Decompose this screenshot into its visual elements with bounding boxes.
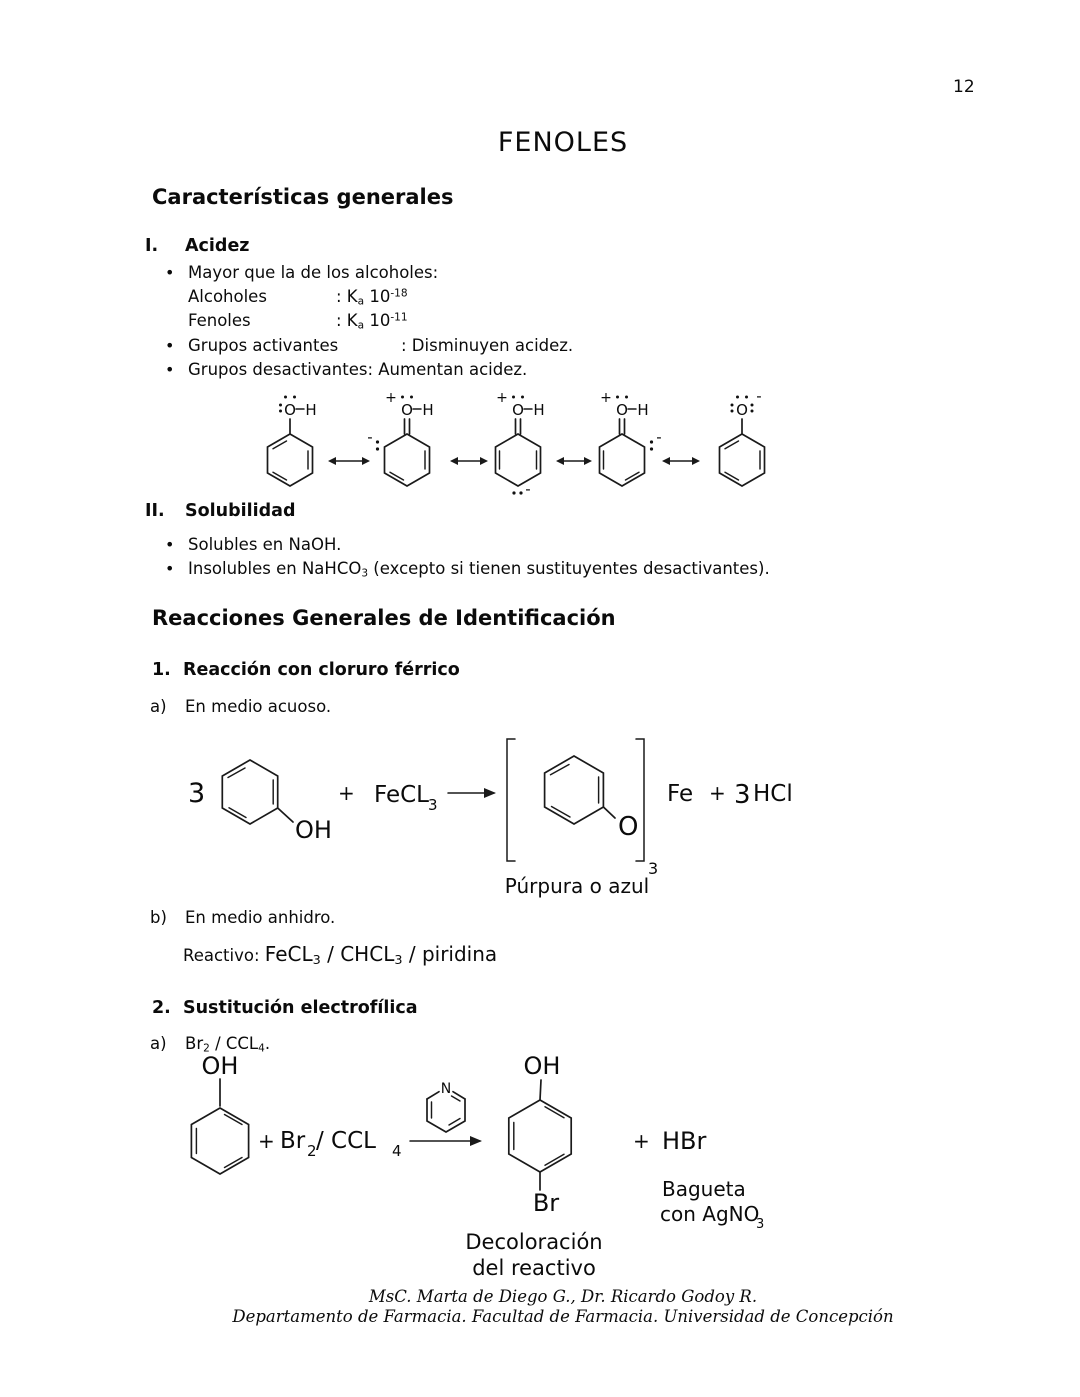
ka-exp: -11	[390, 311, 408, 324]
subsection-acidez	[145, 236, 250, 256]
bullet-insolubles-sub: 3	[361, 567, 369, 580]
plus-sign: +	[709, 781, 726, 805]
ka-exp: -18	[390, 287, 408, 300]
reaccion1-item-a	[150, 697, 331, 716]
ka-pre: : K	[336, 287, 358, 306]
reaccion1-heading	[152, 660, 460, 680]
oxygen-label: O	[284, 401, 296, 419]
bromophenol-product	[509, 1053, 571, 1217]
hbr-label: HBr	[662, 1127, 707, 1155]
plus-charge: +	[385, 390, 397, 406]
bullet-insolubles	[188, 559, 770, 580]
bracket-subscript: 3	[648, 859, 659, 878]
hydrogen-label: H	[533, 401, 545, 419]
resonance-structure-2	[367, 390, 433, 486]
bullet-insolubles-post: (excepto si tienen sustituyentes desactivantes).	[368, 559, 770, 578]
section-heading-caracteristicas: Características generales	[152, 185, 454, 209]
ka-sub: a	[357, 295, 365, 308]
reaccion1-item-b	[150, 908, 335, 927]
item-a-label: a)	[150, 1034, 167, 1053]
resonance-structure-1	[268, 396, 317, 487]
caption-line2: del reactivo	[472, 1256, 596, 1280]
minus-charge: -	[525, 480, 531, 498]
fecl3-formula: FeCL	[374, 782, 429, 808]
br2-subscript: 2	[307, 1142, 317, 1160]
bullet-mayor	[188, 263, 438, 282]
item-a-label: a)	[150, 697, 167, 716]
ccl4-subscript: 4	[392, 1142, 402, 1160]
br2-ccl4-reagent	[280, 1128, 402, 1160]
left-bracket	[507, 739, 515, 861]
bullet-desactivantes-text: Grupos desactivantes: Aumentan acidez.	[188, 360, 528, 379]
reactivo-label: Reactivo:	[183, 946, 260, 965]
hcl-coefficient: 3	[734, 780, 751, 810]
resonance-arrow	[362, 457, 370, 465]
note-line2: con AgNO	[660, 1202, 760, 1226]
bullet-insolubles-pre: Insolubles en NaHCO	[188, 559, 362, 578]
plus-charge: +	[600, 390, 612, 406]
oxygen-label: O	[616, 401, 628, 419]
reaction-arrow	[484, 788, 496, 798]
reaccion2-heading	[152, 998, 418, 1018]
reactivo-s2: 3	[394, 953, 403, 969]
decoloracion-caption	[465, 1230, 602, 1280]
reactivo-line	[183, 942, 497, 968]
resonance-structure-5	[720, 387, 765, 486]
hydrogen-label: H	[305, 401, 317, 419]
hydroxyl-label: OH	[523, 1053, 561, 1080]
resonance-arrow	[584, 457, 592, 465]
ka-mid: 10	[364, 287, 391, 306]
item-a-end: .	[264, 1034, 271, 1053]
bullet-activantes-label: Grupos activantes	[188, 336, 339, 355]
reaccion2-item-a	[150, 1034, 270, 1055]
footer	[200, 1287, 926, 1327]
acidez-title: Acidez	[185, 236, 250, 256]
minus-charge: -	[756, 387, 762, 405]
plus-sign: +	[633, 1129, 650, 1153]
br2-formula: Br	[280, 1128, 306, 1154]
plus-sign: +	[258, 1129, 275, 1153]
reactivo-formula	[264, 942, 498, 969]
solubilidad-title: Solubilidad	[185, 501, 296, 521]
page-number: 12	[953, 77, 975, 97]
hcl-label: HCl	[753, 781, 793, 807]
caption-line1: Decoloración	[465, 1230, 603, 1254]
item-a-mid: / CCL	[209, 1034, 259, 1053]
oxygen-label: O	[736, 401, 748, 419]
reaccion1-title: Reacción con cloruro férrico	[183, 660, 460, 680]
reaccion2-number: 2.	[152, 998, 171, 1018]
ka-label: Fenoles	[188, 311, 251, 330]
right-bracket	[636, 739, 644, 861]
pyridine-catalyst	[427, 1081, 465, 1132]
ka-sub: a	[357, 319, 365, 332]
reactivo-s1: 3	[312, 953, 321, 969]
item-b-text: En medio anhidro.	[185, 908, 336, 927]
subsection-solubilidad	[145, 501, 295, 521]
hydroxyl-label: OH	[295, 816, 332, 844]
bullet-activantes-rest: : Disminuyen acidez.	[401, 336, 574, 355]
stoich-coefficient: 3	[188, 778, 206, 809]
oxygen-label: O	[618, 812, 639, 842]
phenol-resonance-diagram	[250, 386, 810, 508]
phenoxide-complex	[507, 739, 658, 878]
nitrogen-label: N	[440, 1081, 452, 1097]
ka-label: Alcoholes	[188, 287, 267, 306]
resonance-arrow	[480, 457, 488, 465]
footer-institution: Departamento de Farmacia. Facultad de Farmacia. Universidad de Concepción	[232, 1307, 894, 1326]
product-color-caption: Púrpura o azul	[504, 874, 650, 898]
section-heading-reacciones: Reacciones Generales de Identificación	[152, 606, 616, 630]
bromine-label: Br	[532, 1189, 560, 1217]
item-b-label: b)	[150, 908, 167, 927]
minus-charge: -	[656, 428, 662, 446]
fecl3-subscript: 3	[428, 796, 438, 814]
plus-sign: +	[338, 781, 355, 805]
bullet-solubles-text: Solubles en NaOH.	[188, 535, 342, 554]
bromination-reaction-diagram	[178, 1053, 823, 1288]
ka-row-alcoholes	[188, 287, 408, 308]
oxygen-label: O	[512, 401, 524, 419]
hydroxyl-label: OH	[201, 1053, 239, 1080]
ccl4-formula: / CCL	[316, 1128, 376, 1154]
ka-mid: 10	[364, 311, 391, 330]
bullet-solubles	[188, 535, 341, 554]
solubilidad-numeral: II.	[145, 501, 165, 521]
item-a-sub1: 2	[203, 1042, 210, 1055]
item-a-br: Br	[185, 1034, 204, 1053]
bullet-activantes	[188, 336, 573, 355]
plus-charge: +	[496, 390, 508, 406]
reactivo-f2: / CHCL	[320, 942, 395, 966]
reaccion1-number: 1.	[152, 660, 171, 680]
item-a-text: En medio acuoso.	[185, 697, 332, 716]
phenol-molecule	[222, 760, 332, 844]
item-a-sub2: 4	[258, 1042, 265, 1055]
resonance-arrow	[692, 457, 700, 465]
fecl3-reaction-diagram	[178, 728, 803, 906]
hydrogen-label: H	[637, 401, 649, 419]
iron-label: Fe	[667, 781, 694, 807]
reaccion2-title: Sustitución electrofílica	[183, 998, 418, 1018]
reactivo-f1: FeCL	[264, 942, 313, 966]
note-line1: Bagueta	[662, 1177, 746, 1201]
reaction-arrow	[470, 1136, 482, 1146]
fecl3-reagent	[374, 782, 438, 814]
phenol-molecule	[191, 1053, 248, 1174]
ka-row-fenoles	[188, 311, 408, 332]
footer-authors: MsC. Marta de Diego G., Dr. Ricardo Godoy R.	[368, 1287, 758, 1306]
page-title: FENOLES	[497, 127, 629, 158]
acidez-numeral: I.	[145, 236, 159, 256]
resonance-structure-3	[496, 390, 545, 498]
bullet-mayor-text: Mayor que la de los alcoholes:	[188, 263, 439, 282]
resonance-structure-4	[600, 390, 662, 486]
oxygen-label: O	[401, 401, 413, 419]
bagueta-note	[660, 1177, 764, 1232]
reactivo-f3: / piridina	[402, 942, 498, 966]
ka-pre: : K	[336, 311, 358, 330]
hydrogen-label: H	[422, 401, 434, 419]
note-subscript: 3	[756, 1217, 765, 1232]
bullet-desactivantes	[188, 360, 527, 379]
minus-charge: -	[367, 428, 373, 446]
